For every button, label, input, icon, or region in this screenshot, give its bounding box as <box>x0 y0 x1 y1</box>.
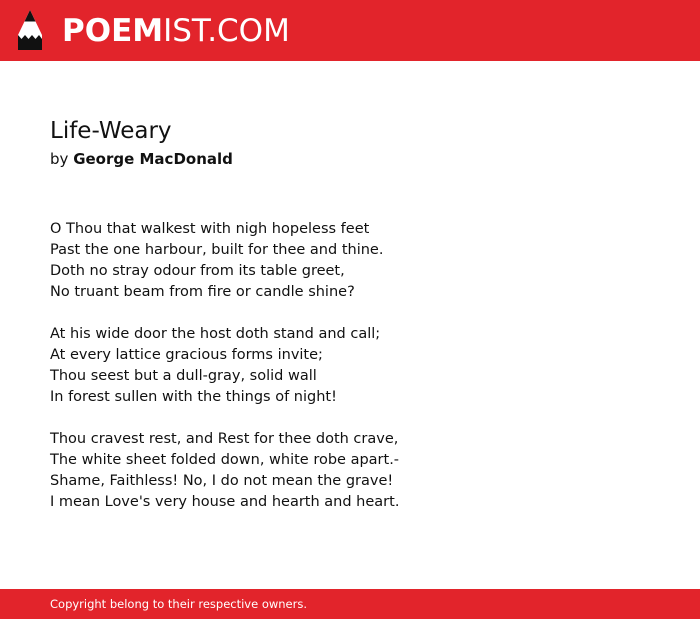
poem-line: O Thou that walkest with nigh hopeless feet <box>50 221 370 237</box>
poem-line: The white sheet folded down, white robe apart.- <box>50 452 400 468</box>
poem-line: Doth no stray odour from its table greet, <box>50 263 345 279</box>
poem-title: Life-Weary <box>50 118 172 144</box>
copyright-text: Copyright belong to their respective owners. <box>50 597 308 611</box>
site-footer <box>0 589 700 619</box>
site-logo[interactable] <box>62 11 290 51</box>
poem-line: At every lattice gracious forms invite; <box>50 347 323 363</box>
pencil-tip-icon <box>17 9 43 51</box>
stanza-1 <box>50 219 670 303</box>
logo-bold-text: POEM <box>62 13 164 49</box>
poem-body <box>50 219 670 534</box>
stanza-2 <box>50 324 670 408</box>
poem-line: At his wide door the host doth stand and call; <box>50 326 381 342</box>
stanza-3 <box>50 429 670 513</box>
logo-light-text: IST.COM <box>163 13 290 49</box>
by-label: by <box>50 150 69 168</box>
poem-line: Shame, Faithless! No, I do not mean the grave! <box>50 473 394 489</box>
poem-byline <box>50 149 233 169</box>
poem-line: I mean Love's very house and hearth and heart. <box>50 494 400 510</box>
poem-line: Past the one harbour, built for thee and thine. <box>50 242 384 258</box>
poem-line: Thou cravest rest, and Rest for thee doth crave, <box>50 431 399 447</box>
site-header <box>0 0 700 61</box>
poem-line: No truant beam from fire or candle shine? <box>50 284 355 300</box>
poem-line: In forest sullen with the things of night! <box>50 389 337 405</box>
poem-author: George MacDonald <box>73 150 233 168</box>
poem-line: Thou seest but a dull-gray, solid wall <box>50 368 317 384</box>
